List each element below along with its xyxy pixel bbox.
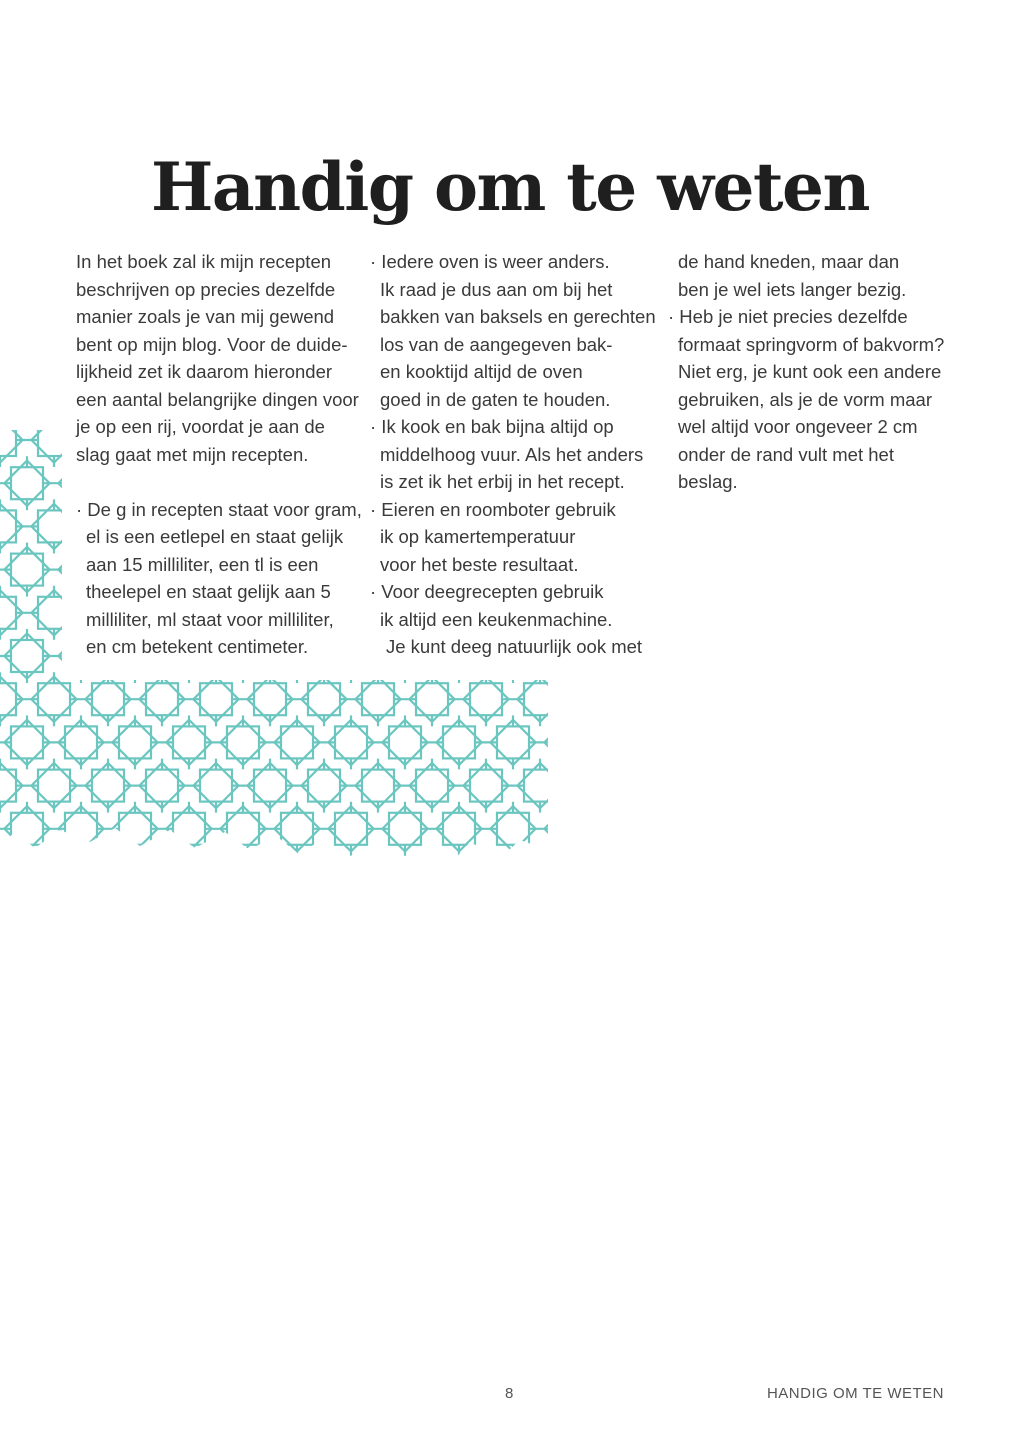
- bullet-line: ben je wel iets langer bezig.: [678, 278, 907, 300]
- pattern-star-icon: [54, 715, 108, 769]
- bullet-line: gebruiken, als je de vorm maar: [678, 388, 932, 410]
- pattern-star-icon: [486, 715, 540, 769]
- pattern-star-icon: [270, 715, 324, 769]
- pattern-star-icon: [0, 672, 27, 726]
- bullet-line: formaat springvorm of bakvorm?: [678, 333, 945, 355]
- bullet-line: beslag.: [678, 471, 738, 492]
- column-2: [370, 248, 660, 661]
- running-head: HANDIG OM TE WETEN: [766, 1385, 944, 1402]
- intro-line: bent op mijn blog. Voor de duide-: [76, 333, 348, 355]
- intro-line: lijkheid zet ik daarom hieronder: [76, 361, 333, 382]
- intro-line: slag gaat met mijn recepten.: [76, 443, 309, 465]
- pattern-star-icon: [432, 802, 486, 856]
- bullet-line: de hand kneden, maar dan: [678, 251, 900, 272]
- pattern-star-icon: [0, 629, 54, 683]
- pattern-star-icon: [216, 802, 270, 856]
- pattern-star-icon: [243, 672, 297, 726]
- bullet-line: · Iedere oven is weer anders.: [370, 251, 610, 272]
- bullet-line: is zet ik het erbij in het recept.: [380, 471, 625, 492]
- bullet-line: en cm betekent centimeter.: [86, 636, 309, 657]
- pattern-star-icon: [459, 672, 513, 726]
- pattern-star-icon: [0, 715, 54, 769]
- pattern-star-icon: [486, 802, 540, 856]
- bullet-line: · Voor deegrecepten gebruik: [370, 581, 604, 602]
- bullet-line: Niet erg, je kunt ook een andere: [678, 361, 942, 382]
- bullet-line: milliliter, ml staat voor milliliter,: [86, 608, 334, 630]
- pattern-star-icon: [351, 672, 405, 726]
- pattern-star-icon: [162, 802, 216, 856]
- column-1: [62, 248, 376, 680]
- pattern-star-icon: [0, 430, 27, 467]
- bullet-item-heat: [370, 413, 660, 496]
- pattern-star-icon: [0, 543, 54, 597]
- bullet-item-baking-tin: [668, 303, 958, 496]
- bullet-line: bakken van baksels en gerechten: [380, 306, 656, 327]
- intro-line: je op een rij, voordat je aan de: [76, 416, 325, 437]
- pattern-star-icon: [405, 672, 459, 726]
- pattern-star-icon: [108, 715, 162, 769]
- bullet-line: ik altijd een keukenmachine.: [380, 608, 613, 630]
- pattern-star-icon: [0, 586, 27, 640]
- bullet-line: · De g in recepten staat voor gram,: [76, 498, 362, 520]
- pattern-star-icon: [405, 759, 459, 813]
- bullet-line: voor het beste resultaat.: [380, 553, 579, 575]
- page-title: Handig om te weten: [150, 148, 869, 226]
- pattern-star-icon: [216, 715, 270, 769]
- bullet-line: goed in de gaten te houden.: [380, 388, 611, 410]
- pattern-star-icon: [0, 802, 54, 856]
- bullet-line: ik op kamertemperatuur: [380, 526, 576, 547]
- pattern-star-icon: [513, 759, 548, 813]
- pattern-star-icon: [0, 456, 54, 510]
- pattern-star-icon: [81, 672, 135, 726]
- pattern-star-icon: [189, 759, 243, 813]
- pattern-star-icon: [324, 802, 378, 856]
- bullet-line: · Heb je niet precies dezelfde: [668, 306, 908, 327]
- bullet-line: · Ik kook en bak bijna altijd op: [370, 416, 614, 437]
- pattern-star-icon: [162, 715, 216, 769]
- pattern-star-icon: [459, 759, 513, 813]
- bullet-item-dough: [370, 578, 660, 661]
- pattern-star-icon: [513, 672, 548, 726]
- pattern-star-icon: [270, 802, 324, 856]
- pattern-star-icon: [0, 499, 27, 553]
- pattern-star-icon: [108, 802, 162, 856]
- bullet-line: en kooktijd altijd de oven: [380, 361, 583, 382]
- bullet-line: los van de aangegeven bak-: [380, 333, 613, 355]
- bullet-item-oven: [370, 248, 660, 413]
- bullet-item-eggs-butter: [370, 496, 660, 579]
- bullet-line: aan 15 milliliter, een tl is een: [86, 553, 319, 575]
- pattern-star-icon: [540, 802, 548, 856]
- pattern-star-icon: [27, 672, 81, 726]
- bullet-line: · Eieren en roomboter gebruik: [370, 498, 616, 520]
- column-3: [668, 248, 958, 496]
- pattern-star-icon: [243, 759, 297, 813]
- pattern-star-icon: [81, 759, 135, 813]
- bullet-line: Je kunt deeg natuurlijk ook met: [386, 636, 643, 657]
- pattern-star-icon: [432, 715, 486, 769]
- intro-line: In het boek zal ik mijn recepten: [76, 251, 332, 272]
- intro-line: beschrijven op precies dezelfde: [76, 278, 336, 300]
- page-number: 8: [505, 1385, 514, 1402]
- pattern-star-icon: [297, 759, 351, 813]
- pattern-star-icon: [189, 672, 243, 726]
- bullet-item-units: [76, 496, 376, 661]
- bullet-item-dough-continued: [668, 248, 958, 303]
- pattern-star-icon: [54, 802, 108, 856]
- pattern-star-icon: [378, 715, 432, 769]
- pattern-star-icon: [351, 759, 405, 813]
- bullet-line: wel altijd voor ongeveer 2 cm: [678, 416, 918, 437]
- bullet-line: theelepel en staat gelijk aan 5: [86, 581, 331, 602]
- bullet-line: onder de rand vult met het: [678, 443, 894, 465]
- pattern-star-icon: [135, 759, 189, 813]
- pattern-star-icon: [27, 759, 81, 813]
- pattern-star-icon: [0, 759, 27, 813]
- pattern-star-icon: [297, 672, 351, 726]
- intro-line: manier zoals je van mij gewend: [76, 306, 335, 327]
- pattern-star-icon: [324, 715, 378, 769]
- bullet-line: el is een eetlepel en staat gelijk: [86, 526, 344, 547]
- paragraph-gap: [76, 468, 376, 496]
- pattern-star-icon: [540, 715, 548, 769]
- pattern-star-icon: [135, 672, 189, 726]
- bullet-line: middelhoog vuur. Als het anders: [380, 443, 644, 465]
- intro-paragraph: [76, 248, 376, 468]
- intro-line: een aantal belangrijke dingen voor: [76, 388, 359, 410]
- pattern-star-icon: [378, 802, 432, 856]
- bullet-line: Ik raad je dus aan om bij het: [380, 278, 613, 300]
